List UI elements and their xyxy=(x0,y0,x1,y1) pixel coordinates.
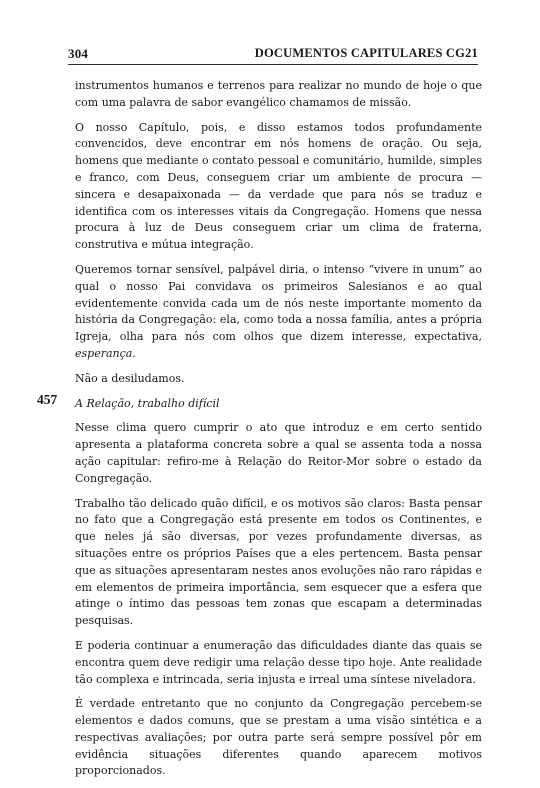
paragraph: Não a desiludamos. xyxy=(75,371,185,385)
emphasis-text: esperança xyxy=(75,346,133,360)
paragraph: E poderia continuar a enumeração das dificuldades diante das quais se encontra quem deve redigir uma relação desse tipo hoje. Ante realidade tão complexa e intrincada, seria injusta e irreal uma síntese niveladora. xyxy=(75,638,482,686)
section-heading: A Relação, trabalho difícil xyxy=(75,396,220,410)
paragraph xyxy=(75,262,482,363)
paragraph-text: Queremos tornar sensível, palpável diria, o intenso “vivere in unum” ao qual o nosso Pai convidava os primeiros Salesianos e ao qual evidentemente convida cada um de nós neste importante momento da história da Congregação: ela, como toda a nossa família, antes a própria Igreja, olha para nós com olhos que dizem interesse, expectativa, xyxy=(75,262,482,344)
paragraph: O nosso Capítulo, pois, e disso estamos todos profundamente convencidos, deve encontrar em nós homens de oração. Ou seja, homens que mediante o contato pessoal e comunitário, humilde, simples e franco, com Deus, conseguem criar um ambiente de procura — sincera e desapaixonada — da verdade que para nós se traduz e identifica com os interesses vitais da Congregação. Homens que nessa procura à luz de Deus conseguem criar um clima de fraterna, construtiva e mútua integração. xyxy=(75,120,482,252)
page-header xyxy=(68,46,478,65)
page-number: 304 xyxy=(68,46,89,61)
paragraph-end: . xyxy=(132,346,136,360)
paragraph: Nesse clima quero cumprir o ato que introduz e em certo sentido apresenta a plataforma concreta sobre a qual se assenta toda a nossa ação capitular: refiro-me à Relação do Reitor-Mor sobre o estado da Congregação. xyxy=(75,421,482,485)
marginal-paragraph-number: 457 xyxy=(37,392,58,407)
paragraph: Trabalho tão delicado quão difícil, e os motivos são claros: Basta pensar no fato que a Congregação está presente em todos os Continentes, e que neles já são diversas, por vezes profundamente diversas, as situações entre os próprios Países que a eles pertencem. Basta pensar que as situações apresentaram nestes anos evoluções não raro rápidas e em elementos de primeira importância, sem esquecer que a esfera que atinge o íntimo das pessoas tem zonas que escapam a determinadas pesquisas. xyxy=(75,496,482,628)
paragraph: instrumentos humanos e terrenos para realizar no mundo de hoje o que com uma palavra de sabor evangélico chamamos de missão. xyxy=(75,79,482,109)
running-head: DOCUMENTOS CAPITULARES CG21 xyxy=(254,46,478,60)
paragraph: É verdade entretanto que no conjunto da Congregação percebem-se elementos e dados comuns, que se prestam a uma visão sintética e a respectivas avaliações; por outra parte será sempre possível pôr em evidência situações diferentes quando aparecem motivos proporcionados. xyxy=(75,697,482,778)
page-body xyxy=(75,78,482,788)
